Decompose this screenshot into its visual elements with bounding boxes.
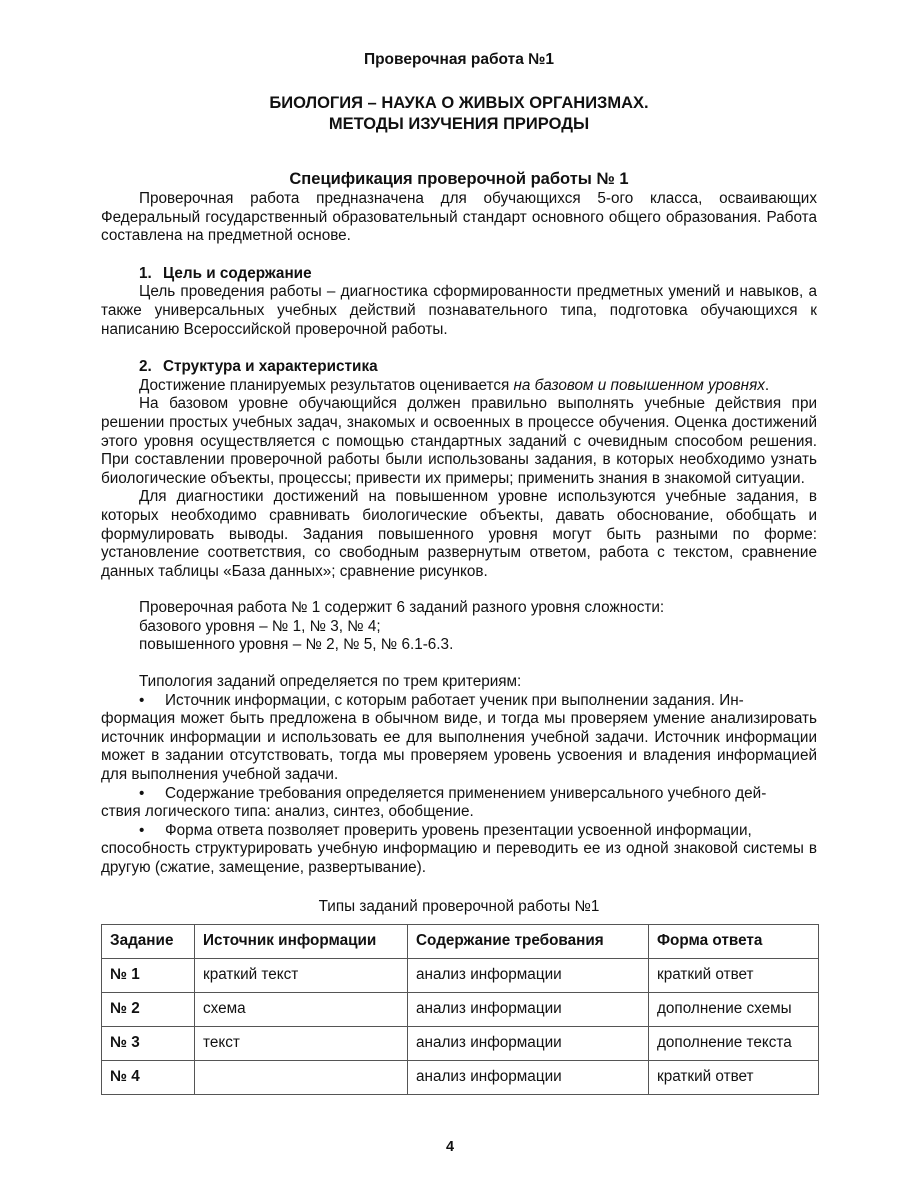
header-answer-form: Форма ответа bbox=[649, 925, 819, 959]
typology-item-1 bbox=[101, 692, 817, 785]
intro-paragraph: Проверочная работа предназначена для обучающихся 5-ого класса, осваивающих Федеральный государственный образовательный стандарт основного общего образования. Работа составлена на предметной основе. bbox=[101, 190, 817, 245]
cell-answer-form: дополнение текста bbox=[649, 1027, 819, 1061]
levels-italic: на базовом и повышенном уровнях bbox=[513, 376, 765, 394]
typology-item-2-text: ствия логического типа: анализ, синтез, обобщение. bbox=[101, 803, 474, 821]
bullet-dot: • bbox=[139, 784, 145, 802]
typology-item-3-text: способность структурировать учебную информацию и переводить ее из одной знаковой системы в другую (сжатие, замещение, развертывание). bbox=[101, 840, 817, 876]
typology-item-1-first-line: Источник информации, с которым работает ученик при выполнении задания. Ин- bbox=[165, 691, 744, 709]
table-row bbox=[102, 959, 819, 993]
cell-task: № 2 bbox=[102, 993, 195, 1027]
table-header-row bbox=[102, 925, 819, 959]
table-caption: Типы заданий проверочной работы №1 bbox=[318, 897, 600, 915]
bullet-dot: • bbox=[139, 691, 145, 709]
cell-answer-form: краткий ответ bbox=[649, 959, 819, 993]
cell-task: № 4 bbox=[102, 1061, 195, 1095]
section-2-paragraph-2: На базовом уровне обучающийся должен правильно выполнять учебные действия при решении простых учебных задач, знакомых и освоенных в процессе обучения. Оценка достижений этого уровня осуществляется с помощью стандартных заданий с очевидным способом решения. При составлении проверочной работы были использованы задания, в которых необходимо узнать биологические объекты, процессы; привести их примеры; применить знания в знакомой ситуации. bbox=[101, 395, 817, 487]
section-1-number: 1. bbox=[139, 264, 152, 282]
typology-block bbox=[101, 673, 817, 878]
cell-answer-form: краткий ответ bbox=[649, 1061, 819, 1095]
table-row bbox=[102, 1061, 819, 1095]
cell-answer-form: дополнение схемы bbox=[649, 993, 819, 1027]
cell-source bbox=[195, 1061, 408, 1095]
cell-source: краткий текст bbox=[195, 959, 408, 993]
tasks-line-2: базового уровня – № 1, № 3, № 4; bbox=[139, 617, 381, 635]
page-content bbox=[101, 50, 817, 1095]
section-2-paragraph-1 bbox=[101, 377, 817, 396]
typology-item-2 bbox=[101, 785, 817, 822]
levels-end: . bbox=[764, 376, 770, 394]
header-requirement: Содержание требования bbox=[408, 925, 649, 959]
header-source: Источник информации bbox=[195, 925, 408, 959]
task-types-table bbox=[101, 924, 819, 1095]
cell-requirement: анализ информации bbox=[408, 1027, 649, 1061]
typology-intro: Типология заданий определяется по трем критериям: bbox=[139, 673, 522, 691]
section-1-heading bbox=[101, 265, 817, 284]
section-2-title: Структура и характеристика bbox=[163, 358, 378, 376]
main-title bbox=[101, 93, 817, 135]
section-1-text: Цель проведения работы – диагностика сформированности предметных умений и навыков, а также универсальных учебных действий познавательного типа, подготовка обучающихся к написанию Всероссийской проверочной работы. bbox=[101, 283, 817, 338]
bullet-dot: • bbox=[139, 821, 145, 839]
section-1-title: Цель и содержание bbox=[163, 264, 312, 282]
header-task: Задание bbox=[102, 925, 195, 959]
tasks-line-3: повышенного уровня – № 2, № 5, № 6.1-6.3. bbox=[139, 636, 454, 654]
typology-item-2-first-line: Содержание требования определяется применением универсального учебного дей- bbox=[165, 784, 767, 802]
typology-item-1-text: формация может быть предложена в обычном виде, и тогда мы проверяем умение анализировать источник информации и использовать ее для выполнения учебной задачи. Источник информации может в задании отсутствовать, тогда мы проверяем уровень усвоения и владения информацией для выполнения учебной задачи. bbox=[101, 710, 817, 784]
cell-task: № 1 bbox=[102, 959, 195, 993]
typology-item-3 bbox=[101, 822, 817, 878]
cell-requirement: анализ информации bbox=[408, 959, 649, 993]
specification-title: Спецификация проверочной работы № 1 bbox=[289, 170, 629, 188]
levels-text: Достижение планируемых результатов оценивается bbox=[139, 376, 514, 394]
tasks-block bbox=[101, 599, 817, 655]
work-title: Проверочная работа №1 bbox=[363, 51, 555, 68]
cell-source: текст bbox=[195, 1027, 408, 1061]
table-row bbox=[102, 993, 819, 1027]
section-2-heading bbox=[101, 358, 817, 377]
cell-requirement: анализ информации bbox=[408, 993, 649, 1027]
main-title-line-1: БИОЛОГИЯ – НАУКА О ЖИВЫХ ОРГАНИЗМАХ. bbox=[269, 94, 649, 112]
typology-item-3-first-line: Форма ответа позволяет проверить уровень презентации усвоенной информации, bbox=[165, 821, 752, 839]
section-2-number: 2. bbox=[139, 358, 152, 376]
cell-task: № 3 bbox=[102, 1027, 195, 1061]
page-number: 4 bbox=[445, 1139, 455, 1155]
cell-requirement: анализ информации bbox=[408, 1061, 649, 1095]
cell-source: схема bbox=[195, 993, 408, 1027]
main-title-line-2: МЕТОДЫ ИЗУЧЕНИЯ ПРИРОДЫ bbox=[328, 115, 590, 133]
tasks-line-1: Проверочная работа № 1 содержит 6 заданий разного уровня сложности: bbox=[139, 599, 665, 617]
section-2-paragraph-3: Для диагностики достижений на повышенном уровне используются учебные задания, в которых необходимо сравнивать биологические объекты, давать обоснование, обобщать и формулировать выводы. Задания повышенного уровня могут быть разными по форме: установление соответствия, со свободным развернутым ответом, работа с текстом, сравнение данных таблицы «База данных»; сравнение рисунков. bbox=[101, 488, 817, 580]
table-row bbox=[102, 1027, 819, 1061]
